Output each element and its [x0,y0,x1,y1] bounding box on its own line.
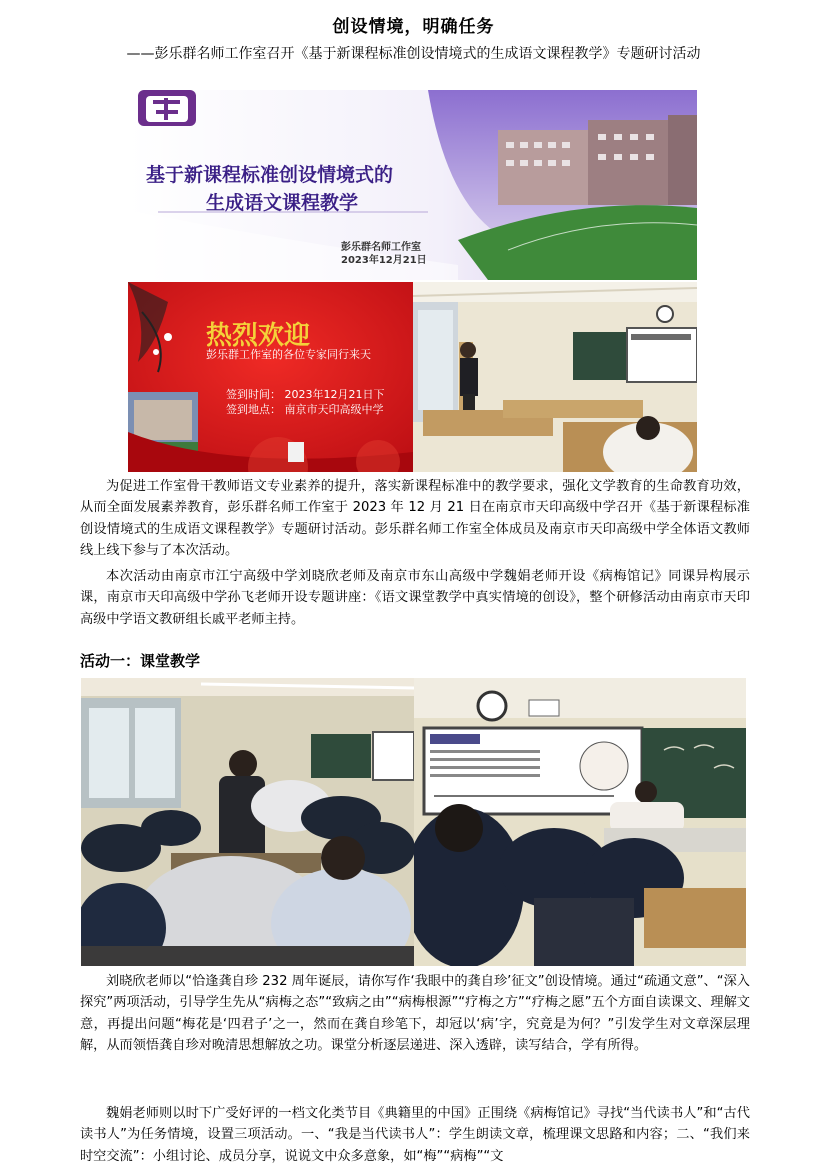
banner-date: 2023年12月21日 [341,255,427,266]
banner-studio: 彭乐群名师工作室 [341,242,421,253]
classroom-graphic-1 [413,282,697,472]
page-subtitle: ——彭乐群名师工作室召开《基于新课程标准创设情境式的生成语文课程教学》专题研讨活动 [126,46,701,62]
welcome-poster-image [128,282,413,472]
intro-paragraph-2: 本次活动由南京市江宁高级中学刘晓欣老师及南京市东山高级中学魏娟老师开设《病梅馆记》同课异构展示课，南京市天印高级中学孙飞老师开设专题讲座：《语文课堂教学中真实情境的创设》，整个研修活动由南京市天印高级中学语文教研组长戚平老师主持。 [80,569,750,627]
banner-image [128,90,697,280]
classroom-graphic-2 [81,678,414,966]
banner-title-line2: 生成语文课程教学 [206,192,359,214]
welcome-time-line: 签到时间： 2023年12月21日下 [226,388,385,401]
classroom-photo-teacher-walking [81,678,414,966]
classroom-graphic-3 [414,678,746,966]
page-title: 创设情境，明确任务 [332,17,495,37]
banner-title-line1: 基于新课程标准创设情境式的 [146,164,394,186]
section-heading-classroom: 活动一：课堂教学 [80,652,201,670]
welcome-graphic [128,282,413,472]
classroom-photo-speaker [413,282,697,472]
classroom-photo-teacher-front [414,678,746,966]
welcome-subheading: 彭乐群工作室的各位专家同行来天 [206,348,371,361]
activity-paragraph-wei: 魏娟老师则以时下广受好评的一档文化类节目《典籍里的中国》正围绕《病梅馆记》寻找“当代读书人”和“古代读书人”为任务情境，设置三项活动。一、“我是当代读书人”：学生朗读文章，梳理课文思路和内容；二、“我们来时空交流”：小组讨论、成员分享，说说文中众多意象，如“梅”“病梅”“文 [80,1106,750,1164]
welcome-place-line: 签到地点： 南京市天印高级中学 [226,403,384,416]
intro-paragraph-1: 为促进工作室骨干教师语文专业素养的提升，落实新课程标准中的教学要求，强化文学教育的生命教育功效，从而全面发展素养教育，彭乐群名师工作室于 2023 年 12 月 21 日在南京市天印高级中学召开《基于新课程标准创设情境式的生成语文课程教学》专题研讨活动。彭乐群名师工作室全体成员及南京市天印高级中学全体语文教师线上线下参与了本次活动。 [80,479,750,558]
activity-paragraph-liu: 刘晓欣老师以“恰逢龚自珍 232 周年诞辰，请你写作‘我眼中的龚自珍’征文”创设情境。通过“疏通文意”、“深入探究”两项活动，引导学生先从“病梅之态”“致病之由”“病梅根源”“疗梅之方”“疗梅之愿”五个方面自读课文、理解文意，再提出问题“梅花是‘四君子’之一，然而在龚自珍笔下，却冠以‘病’字，究竟是为何？”引发学生对文章深层理解，从而领悟龚自珍对晚清思想解放之功。课堂分析逐层递进、深入透辟，读写结合，学有所得。 [80,974,750,1053]
welcome-heading: 热烈欢迎 [206,321,311,351]
